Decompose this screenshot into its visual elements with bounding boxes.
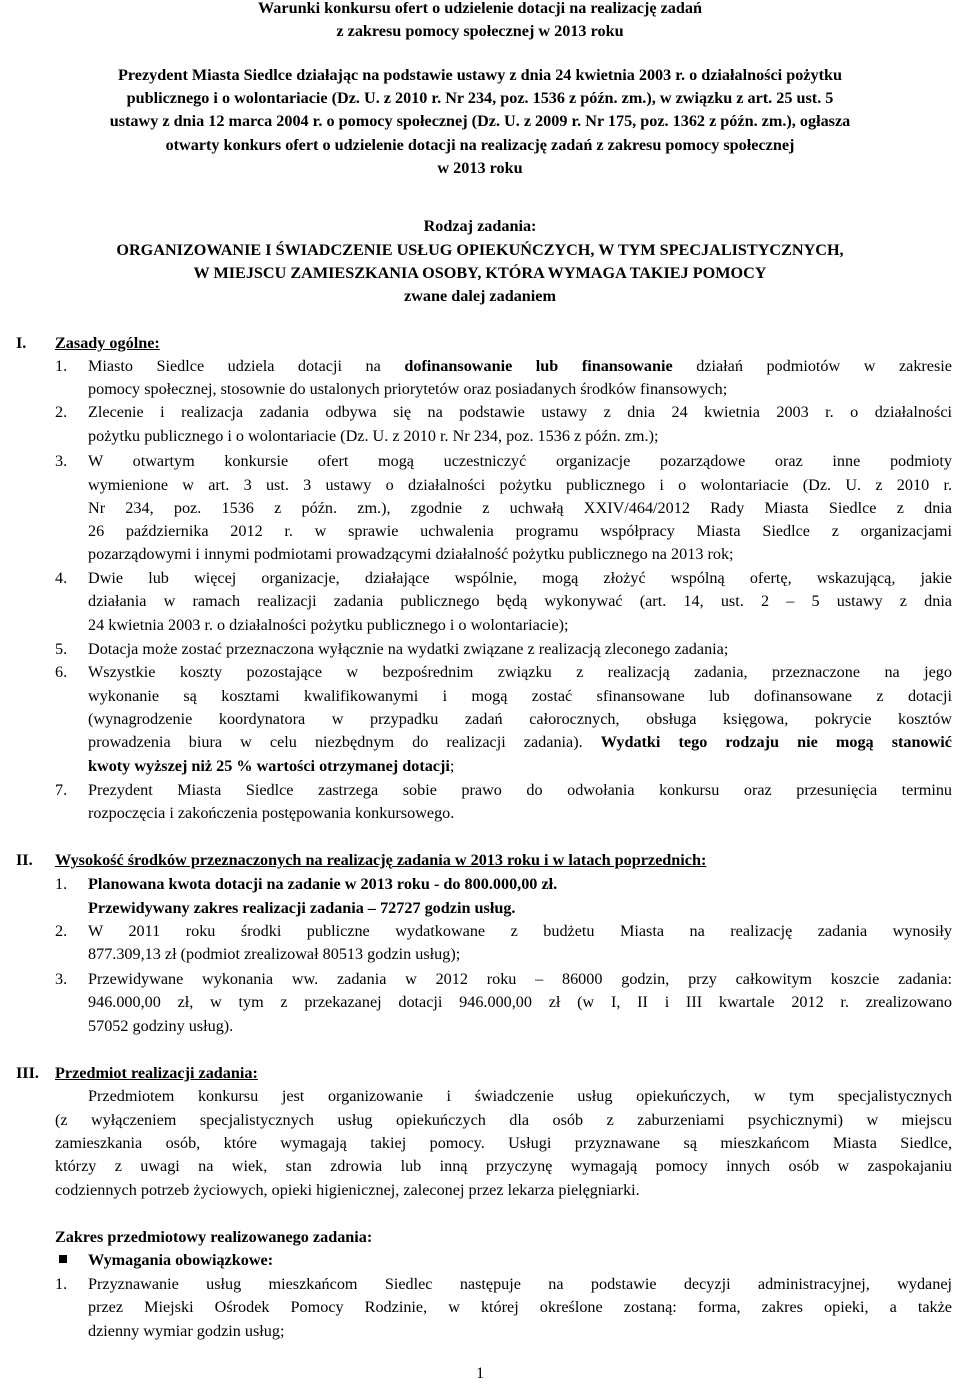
section-2-item-3-line-3: 57052 godziny usług). [88, 1017, 234, 1035]
square-bullet-icon [59, 1255, 67, 1263]
section-1-item-4-line-1: Dwie lub więcej organizacje, działające wspólnie, mogą złożyć wspólną ofertę, wskazującą, jakie [88, 569, 952, 587]
scope-heading: Zakres przedmiotowy realizowanego zadania: [55, 1228, 373, 1246]
item-number: 6. [55, 663, 68, 681]
item-number: 1. [55, 875, 68, 893]
section-3-item-1-line-3: dzienny wymiar godzin usług; [88, 1322, 285, 1340]
item-number: 5. [55, 640, 68, 658]
item-number: 1. [55, 1275, 68, 1293]
section-1-item-2-line-2: pożytku publicznego i o wolontariacie (Dz. U. z 2010 r. Nr 234, poz. 1536 z późn. zm.); [88, 427, 659, 445]
item-number: 4. [55, 569, 68, 587]
section-1-item-7-line-1: Prezydent Miasta Siedlce zastrzega sobie prawo do odwołania konkursu oraz przesunięcia terminu [88, 781, 952, 799]
section-2-item-3-line-1: Przewidywane wykonania ww. zadania w 2012 roku – 86000 godzin, przy całkowitym koszcie zadania: [88, 970, 952, 988]
section-3-item-1-line-1: Przyznawanie usług mieszkańcom Siedlec następuje na podstawie decyzji administracyjnej, wydanej [88, 1275, 952, 1293]
item-number: 1. [55, 357, 68, 375]
section-1-item-3-line-1: W otwartym konkursie ofert mogą uczestniczyć organizacje pozarządowe oraz inne podmioty [88, 452, 952, 470]
section-3-paragraph-line-4: którzy z uwagi na wiek, stan zdrowia lub inną przyczynę wymagają pomocy innych osób w zaspokajaniu [55, 1157, 952, 1175]
preamble-line: otwarty konkurs ofert o udzielenie dotacji na realizację zadań z zakresu pomocy społecznej [165, 136, 795, 154]
section-3-paragraph-line-2: (z wyłączeniem specjalistycznych usług opiekuńczych dla osób z zaburzeniami psychicznymi) w miejscu [55, 1111, 952, 1129]
section-1-item-4-line-3: 24 kwietnia 2003 r. o działalności pożytku publicznego i o wolontariacie); [88, 616, 569, 634]
preamble-line: ustawy z dnia 12 marca 2004 r. o pomocy społecznej (Dz. U. z 2009 r. Nr 175, poz. 1362 z późn. zm.), ogłasza [109, 112, 851, 130]
section-1-item-6-line-2: wykonanie są kosztami kwalifikowanymi i mogą zostać sfinansowane lub dofinansowane z dotacji [88, 687, 952, 705]
section-1-heading: Zasady ogólne: [55, 334, 160, 352]
document-title-line-1: Warunki konkursu ofert o udzielenie dotacji na realizację zadań [258, 0, 702, 17]
item-number: 2. [55, 922, 68, 940]
section-3-paragraph-line-3: zamieszkania osób, które wymagają takiej pomocy. Usługi przyznawane są mieszkańcom Miasta Siedlce, [55, 1134, 952, 1152]
document-title-line-2: z zakresu pomocy społecznej w 2013 roku [336, 22, 624, 40]
section-2-item-1-line-2: Przewidywany zakres realizacji zadania – 72727 godzin usług. [88, 899, 516, 917]
section-3-paragraph-line-5: codziennych potrzeb życiowych, opieki higienicznej, zaleconej przez lekarza pielęgniarki. [55, 1181, 640, 1199]
section-1-item-3-line-4: 26 października 2012 r. w sprawie uchwalenia programu współpracy Miasta Siedlce z organizacjami [88, 522, 952, 540]
section-3-numeral: III. [16, 1064, 39, 1082]
preamble-line: Prezydent Miasta Siedlce działając na podstawie ustawy z dnia 24 kwietnia 2003 r. o działalności pożytku [118, 66, 842, 84]
page-number: 1 [475, 1364, 485, 1382]
section-2-numeral: II. [16, 851, 33, 869]
preamble-line: w 2013 roku [437, 159, 523, 177]
section-1-item-2-line-1: Zlecenie i realizacja zadania odbywa się na podstawie ustawy z dnia 24 kwietnia 2003 r. o działalności [88, 403, 952, 421]
section-1-item-3-line-5: pozarządowymi i innymi podmiotami prowadzącymi działalność pożytku publicznego na 2013 rok; [88, 545, 734, 563]
task-name-line-3: zwane dalej zadaniem [404, 287, 556, 305]
section-2-item-2-line-1: W 2011 roku środki publiczne wydatkowane z budżetu Miasta na realizację zadania wynosiły [88, 922, 952, 940]
section-2-item-1-line-1: Planowana kwota dotacji na zadanie w 2013 roku - do 800.000,00 zł. [88, 875, 558, 893]
section-1-item-3-line-2: wymienione w art. 3 ust. 3 ustawy o działalności pożytku publicznego i o wolontariacie (Dz. U. z 2010 r. [88, 476, 952, 494]
section-1-item-5-line-1: Dotacja może zostać przeznaczona wyłącznie na wydatki związane z realizacją zleconego zadania; [88, 640, 729, 658]
section-3-item-1-line-2: przez Miejski Ośrodek Pomocy Rodzinie, w której określone zostaną: forma, zakres opieki, a także [88, 1298, 952, 1316]
section-1-item-6-line-4: prowadzenia biura w celu niezbędnym do realizacji zadania). Wydatki tego rodzaju nie mogą stanowić [88, 733, 952, 751]
item-number: 3. [55, 452, 68, 470]
section-1-item-6-line-3: (wynagrodzenie koordynatora w przypadku zadań całorocznych, obsługa księgowa, pokrycie kosztów [88, 710, 952, 728]
section-3-heading: Przedmiot realizacji zadania: [55, 1064, 258, 1082]
section-1-item-1-line-2: pomocy społecznej, stosownie do ustalonych priorytetów oraz posiadanych środków finansowych; [88, 380, 728, 398]
section-1-item-3-line-3: Nr 234, poz. 1536 z późn. zm.), zgodnie z uchwałą XXIV/464/2012 Rady Miasta Siedlce z dnia [88, 499, 952, 517]
task-name-line-1: ORGANIZOWANIE I ŚWIADCZENIE USŁUG OPIEKUŃCZYCH, W TYM SPECJALISTYCZNYCH, [116, 241, 844, 259]
requirements-heading: Wymagania obowiązkowe: [88, 1251, 274, 1269]
section-2-heading: Wysokość środków przeznaczonych na realizację zadania w 2013 roku i w latach poprzednich: [55, 851, 707, 869]
item-number: 2. [55, 403, 68, 421]
item-number: 3. [55, 970, 68, 988]
section-2-item-3-line-2: 946.000,00 zł, w tym z przekazanej dotacji 946.000,00 zł (w I, II i III kwartale 2012 r. zrealizowano [88, 993, 952, 1011]
section-1-item-1-line-1: Miasto Siedlce udziela dotacji na dofinansowanie lub finansowanie działań podmiotów w zakresie [88, 357, 952, 375]
preamble-line: publicznego i o wolontariacie (Dz. U. z 2010 r. Nr 234, poz. 1536 z późn. zm.), w związku z art. 25 ust. 5 [126, 89, 834, 107]
section-2-item-2-line-2: 877.309,13 zł (podmiot zrealizował 80513 godzin usług); [88, 945, 461, 963]
section-1-numeral: I. [16, 334, 27, 352]
section-1-item-6-line-5: kwoty wyższej niż 25 % wartości otrzymanej dotacji; [88, 757, 455, 775]
section-1-item-4-line-2: działania w ramach realizacji zadania publicznego będą wykonywać (art. 14, ust. 2 – 5 ustawy z dnia [88, 592, 952, 610]
task-label: Rodzaj zadania: [423, 217, 537, 235]
section-3-paragraph-line-1: Przedmiotem konkursu jest organizowanie i świadczenie usług opiekuńczych, w tym specjalistycznych [88, 1087, 952, 1105]
section-1-item-6-line-1: Wszystkie koszty pozostające w bezpośrednim związku z realizacją zadania, przeznaczone na jego [88, 663, 952, 681]
section-1-item-7-line-2: rozpoczęcia i zakończenia postępowania konkursowego. [88, 804, 455, 822]
task-name-line-2: W MIEJSCU ZAMIESZKANIA OSOBY, KTÓRA WYMAGA TAKIEJ POMOCY [193, 264, 767, 282]
item-number: 7. [55, 781, 68, 799]
